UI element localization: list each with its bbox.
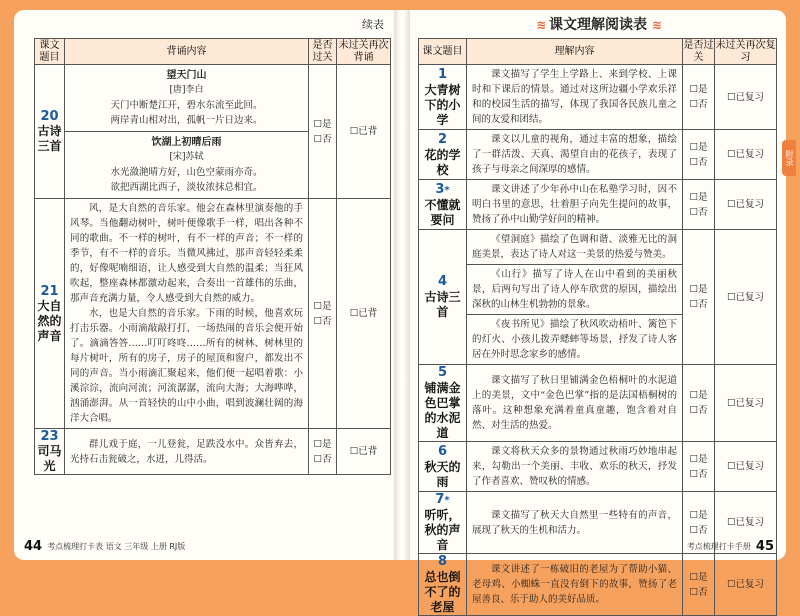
- paragraph: 课文讲述了少年孙中山在私塾学习时，因不明白书里的意思，壮着胆子向先生提问的故事，赞扬了孙中山勤学好问的精神。: [472, 184, 677, 225]
- no-checkbox[interactable]: ☐否: [313, 133, 332, 145]
- sub-paragraph: 《山行》描写了诗人在山中看到的美丽秋景，后两句写出了诗人停车欣赏的原因，描绘出深秋的山林生机勃勃的景象。: [467, 264, 682, 314]
- item-cell: [419, 554, 467, 616]
- header-title: 课文题目: [35, 39, 65, 65]
- reviewed-checkbox[interactable]: ☐已复习: [726, 461, 765, 472]
- paragraph: 课文讲述了一栋破旧的老屋为了帮助小猫、老母鸡、小蜘蛛一直没有倒下的故事，赞扬了老屋善良、乐于助人的美好品质。: [472, 564, 677, 605]
- reviewed-checkbox[interactable]: ☐已复习: [726, 199, 765, 210]
- footer-text: 考点梳理打卡表 语文 三年级 上册 RJ版: [47, 542, 186, 551]
- retry-cell: [715, 65, 777, 130]
- pass-cell: [309, 65, 337, 199]
- continued-label: 续表: [362, 18, 384, 31]
- item-cell: [35, 65, 65, 199]
- item-num: 20: [40, 109, 59, 124]
- retry-cell: [337, 65, 391, 199]
- no-checkbox[interactable]: ☐否: [689, 405, 708, 416]
- reviewed-checkbox[interactable]: ☐已复习: [726, 517, 765, 528]
- item-num: 4: [437, 274, 448, 289]
- header-title: 课文题目: [419, 39, 467, 65]
- paragraph: 课文描写了秋日里铺满金色梧桐叶的水泥道上的美景，文中“金色巴掌”指的是法国梧桐树的落叶。这种想象充满着童真童趣，饱含着对自然、对生活的热爱。: [472, 375, 677, 431]
- page-number: 44: [24, 539, 43, 554]
- pass-cell: [683, 230, 715, 365]
- item-cell: [35, 199, 65, 429]
- item-title: 铺满金色巴掌的水泥道: [424, 381, 461, 440]
- left-footer: [24, 539, 185, 554]
- no-checkbox[interactable]: ☐否: [689, 586, 708, 598]
- yes-checkbox[interactable]: ☐是: [689, 284, 708, 295]
- reviewed-checkbox[interactable]: ☐已复习: [726, 579, 765, 590]
- pass-cell: [309, 199, 337, 429]
- paragraph: 课文将秋天众多的景物通过秋雨巧妙地串起来，勾勒出一个美丽、丰收、欢乐的秋天，抒发了作者喜欢、赞叹秋的情感。: [472, 446, 677, 487]
- header-pass: 是否过关: [309, 39, 337, 65]
- item-title: 大自然的声音: [37, 298, 62, 343]
- no-checkbox[interactable]: ☐否: [689, 206, 708, 218]
- item-title: 不懂就要问: [424, 197, 461, 227]
- table-row: [35, 65, 391, 199]
- poem-line: 水光潋滟晴方好，山色空蒙雨亦奇。: [110, 167, 263, 178]
- table-header-row: [35, 39, 391, 65]
- item-title: 总也倒不了的老屋: [424, 570, 461, 614]
- item-title: 大青树下的小学: [424, 82, 461, 127]
- no-checkbox[interactable]: ☐否: [689, 468, 708, 480]
- item-num: 5: [437, 365, 448, 380]
- retry-cell: [715, 130, 777, 180]
- yes-checkbox[interactable]: ☐是: [689, 191, 708, 203]
- table-row: [419, 130, 777, 180]
- footer-text: 考点梳理打卡手册: [686, 542, 751, 551]
- paragraph: 课文描写了学生上学路上、来到学校、上课时和下课后的情景。通过对这所边疆小学欢乐祥和的校园生活的描写，体现了我国各民族儿童之间的友爱和团结。: [472, 69, 677, 125]
- yes-checkbox[interactable]: ☐是: [689, 390, 708, 401]
- item-num: 2: [437, 131, 448, 147]
- item-num: 8: [437, 554, 448, 569]
- retry-cell: [715, 554, 777, 616]
- left-page: [14, 10, 394, 560]
- pass-cell: [309, 429, 337, 475]
- no-checkbox[interactable]: ☐否: [689, 299, 708, 310]
- no-checkbox[interactable]: ☐否: [313, 315, 332, 327]
- retry-cell: [715, 365, 777, 442]
- table-row: [419, 365, 777, 442]
- item-num: 21: [40, 283, 59, 299]
- header-content: 理解内容: [467, 39, 683, 65]
- paragraph: 课文描写了秋天大自然里一些特有的声音，展现了秋天的生机和活力。: [472, 509, 677, 536]
- poem-author: [宋]苏轼: [169, 152, 204, 162]
- item-num: 3*: [435, 181, 450, 197]
- no-checkbox[interactable]: ☐否: [689, 99, 708, 110]
- item-num: 1: [437, 66, 448, 82]
- item-cell: [419, 130, 467, 180]
- content-cell: [467, 365, 683, 442]
- book-gutter: [394, 10, 410, 560]
- content-cell: [467, 180, 683, 230]
- item-cell: [419, 492, 467, 554]
- reviewed-checkbox[interactable]: ☐已复习: [726, 91, 765, 103]
- item-num: 23: [40, 429, 59, 444]
- poem-title: 饮湖上初晴后雨: [151, 137, 222, 148]
- yes-checkbox[interactable]: ☐是: [313, 300, 332, 312]
- item-cell: [419, 230, 467, 365]
- content-cell: [65, 199, 309, 429]
- pass-cell: [683, 554, 715, 616]
- retry-cell: [337, 429, 391, 475]
- item-cell: [419, 180, 467, 230]
- retry-cell: [715, 180, 777, 230]
- page-title: [410, 14, 786, 34]
- yes-checkbox[interactable]: ☐是: [313, 438, 332, 450]
- table-row: [35, 429, 391, 475]
- recited-checkbox[interactable]: ☐已背: [349, 308, 378, 319]
- content-cell: [467, 492, 683, 554]
- no-checkbox[interactable]: ☐否: [689, 156, 708, 168]
- retry-cell: [715, 230, 777, 365]
- page-number: 45: [755, 539, 774, 554]
- retry-cell: [337, 199, 391, 429]
- sub-paragraph: 《夜书所见》描绘了秋风吹动梧叶、篱笆下的灯火、小孩儿拨弄蟋蟀等场景，抒发了诗人客居在外时思念家乡的感情。: [467, 314, 682, 364]
- header-retry: 未过关再次复习: [715, 39, 776, 63]
- content-cell: [65, 65, 309, 199]
- table-row: [419, 230, 777, 365]
- content-cell: [467, 230, 683, 365]
- right-page: [410, 10, 794, 614]
- content-cell: [467, 65, 683, 130]
- item-title: 司马光: [37, 444, 62, 473]
- poem-title: 望天门山: [166, 70, 207, 81]
- poem-block: [65, 131, 308, 198]
- right-footer: [687, 539, 774, 554]
- pass-cell: [683, 65, 715, 130]
- yes-checkbox[interactable]: ☐是: [689, 141, 708, 153]
- item-cell: [419, 65, 467, 130]
- item-title: 花的学校: [424, 147, 461, 177]
- table-header-row: [419, 39, 777, 65]
- header-content: 背诵内容: [65, 39, 309, 65]
- poem-line: 天门中断楚江开，碧水东流至此回。: [110, 100, 263, 111]
- item-title: 古诗三首: [424, 290, 461, 319]
- content-cell: [467, 130, 683, 180]
- poem-line: 欲把西湖比西子，淡妆浓抹总相宜。: [110, 182, 263, 193]
- recited-checkbox[interactable]: ☐已背: [349, 126, 378, 137]
- yes-checkbox[interactable]: ☐是: [689, 453, 708, 465]
- paragraph: 课文以儿童的视角，通过丰富的想象，描绘了一群活泼、天真、渴望自由的花孩子，表现了孩子与母亲之间深厚的感情。: [472, 134, 677, 175]
- pass-cell: [683, 442, 715, 492]
- reviewed-checkbox[interactable]: ☐已复习: [726, 397, 765, 409]
- table-row: [35, 199, 391, 429]
- pass-cell: [683, 365, 715, 442]
- no-checkbox[interactable]: ☐否: [689, 524, 708, 536]
- table-row: [419, 65, 777, 130]
- header-pass: 是否过关: [683, 39, 714, 63]
- yes-checkbox[interactable]: ☐是: [689, 84, 708, 95]
- poem-line: 两岸青山相对出，孤帆一片日边来。: [110, 115, 263, 126]
- poem-block: [65, 65, 308, 131]
- reviewed-checkbox[interactable]: ☐已复习: [726, 149, 765, 160]
- header-retry: 未过关再次背诵: [338, 39, 389, 63]
- table-row: [419, 554, 777, 616]
- pass-cell: [683, 180, 715, 230]
- recited-checkbox[interactable]: ☐已背: [349, 446, 378, 457]
- content-cell: [467, 554, 683, 616]
- pass-cell: [683, 130, 715, 180]
- item-title: 听听，秋的声音: [424, 508, 461, 552]
- recitation-table: [34, 38, 391, 475]
- yes-checkbox[interactable]: ☐是: [313, 118, 332, 130]
- reviewed-checkbox[interactable]: ☐已复习: [726, 291, 765, 303]
- retry-cell: [715, 442, 777, 492]
- item-title: 秋天的雨: [424, 459, 461, 489]
- item-cell: [35, 429, 65, 475]
- item-cell: [419, 365, 467, 442]
- sub-paragraph: 《望洞庭》描绘了色调和谐、淡雅无比的洞庭美景，表达了诗人对这一美景的热爱与赞美。: [472, 234, 677, 260]
- reading-table: [418, 38, 777, 616]
- item-cell: [419, 442, 467, 492]
- no-checkbox[interactable]: ☐否: [313, 453, 332, 465]
- title-text: 课文理解阅读表: [549, 17, 647, 33]
- poem-author: [唐]李白: [169, 85, 204, 95]
- yes-checkbox[interactable]: ☐是: [689, 571, 708, 583]
- appendix-tab[interactable]: 附录: [782, 140, 796, 176]
- title-decor-icon: ≋: [536, 18, 545, 32]
- paragraph: 群儿戏于庭，一儿登瓮，足跌没水中。众皆弃去，光持石击瓮破之，水迸，儿得活。: [70, 438, 303, 465]
- content-cell: [467, 442, 683, 492]
- paragraph: 风，是大自然的音乐家。他会在森林里演奏他的手风琴。当他翻动树叶，树叶便像歌手一样，唱出各种不同的歌曲。不一样的树叶，有不一样的声音；不一样的季节，有不一样的音乐。当微风拂过，那声音轻轻柔柔的，好像呢喃细语，让人感受到大自然的温柔；当狂风吹起，整座森林都激动起来，合奏出一首雄伟的乐曲，那声音充满力量，令人感受到大自然的威力。: [70, 203, 303, 304]
- yes-checkbox[interactable]: ☐是: [689, 509, 708, 521]
- item-num: 6: [437, 443, 448, 459]
- table-row: [419, 180, 777, 230]
- title-decor-icon: ≋: [651, 18, 660, 32]
- paragraph: 水，也是大自然的音乐家。下雨的时候，他喜欢玩打击乐器。小雨滴敲敲打打，一场热闹的音乐会便开始了。滴滴答答……叮叮咚咚……所有的树林、树林里的每片树叶，所有的房子，房子的屋顶和窗户，都发出不同的声音。当小雨滴汇聚起来，他们便一起唱着歌：小溪淙淙，流向河流；河流潺潺，流向大海；大海哗哗，汹涌澎湃。从一首轻快的山中小曲，唱到波澜壮阔的海洋大合唱。: [70, 308, 303, 424]
- item-num: 7*: [435, 492, 450, 507]
- table-row: [419, 442, 777, 492]
- content-cell: [65, 429, 309, 475]
- item-title: 古诗三首: [37, 124, 62, 153]
